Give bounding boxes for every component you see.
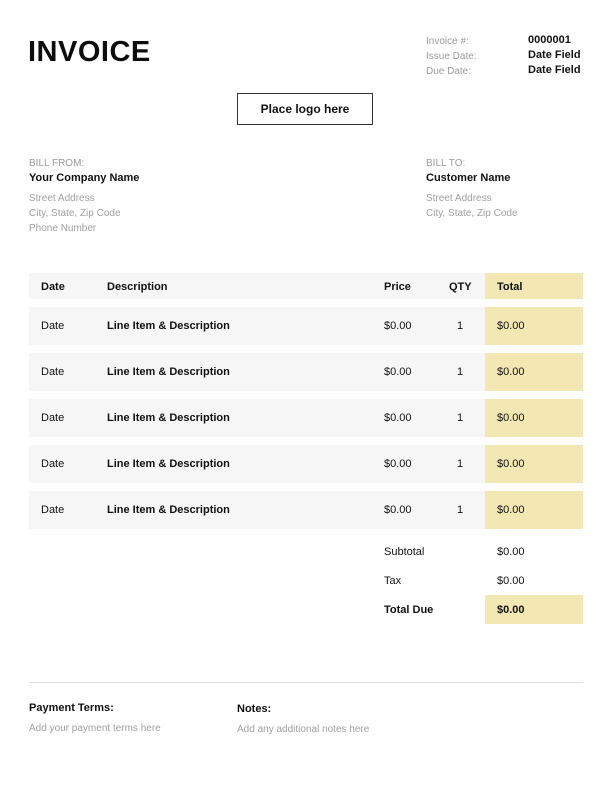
row-total: $0.00 [497,412,525,424]
invoice-number-label: Invoice #: [426,36,469,47]
row-date[interactable]: Date [41,458,65,470]
issue-date-value[interactable]: Date Field [528,49,581,61]
total-due-label: Total Due [384,604,434,616]
notes-title: Notes: [237,703,272,715]
row-price[interactable]: $0.00 [384,412,412,424]
row-date[interactable]: Date [41,366,65,378]
bill-from-street[interactable]: Street Address [29,193,95,204]
row-qty[interactable]: 1 [457,412,464,424]
row-total: $0.00 [497,320,525,332]
footer-divider [29,682,583,683]
total-due-value: $0.00 [497,604,525,616]
bill-to-city[interactable]: City, State, Zip Code [426,208,518,219]
row-date[interactable]: Date [41,504,65,516]
due-date-label: Due Date: [426,66,472,77]
invoice-title: INVOICE [28,36,151,68]
row-description[interactable]: Line Item & Description [107,412,230,424]
payment-terms-text[interactable]: Add your payment terms here [29,723,161,734]
row-price[interactable]: $0.00 [384,504,412,516]
invoice-number-value[interactable]: 0000001 [528,34,571,46]
column-header-date: Date [41,281,65,293]
row-description[interactable]: Line Item & Description [107,320,230,332]
logo-placeholder-label: Place logo here [260,102,350,116]
row-price[interactable]: $0.00 [384,320,412,332]
row-price[interactable]: $0.00 [384,458,412,470]
row-date[interactable]: Date [41,320,65,332]
row-description[interactable]: Line Item & Description [107,458,230,470]
row-description[interactable]: Line Item & Description [107,504,230,516]
notes-text[interactable]: Add any additional notes here [237,724,370,735]
bill-from-company-name[interactable]: Your Company Name [29,172,140,184]
bill-from-phone[interactable]: Phone Number [29,223,97,234]
payment-terms-title: Payment Terms: [29,702,114,714]
bill-to-label: BILL TO: [426,158,466,169]
column-header-total: Total [497,281,523,293]
subtotal-value: $0.00 [497,546,525,558]
row-total: $0.00 [497,458,525,470]
tax-value[interactable]: $0.00 [497,575,525,587]
bill-from-label: BILL FROM: [29,158,85,169]
row-qty[interactable]: 1 [457,366,464,378]
column-header-qty: QTY [449,281,472,293]
row-qty[interactable]: 1 [457,458,464,470]
row-qty[interactable]: 1 [457,320,464,332]
due-date-value[interactable]: Date Field [528,64,581,76]
row-total: $0.00 [497,366,525,378]
row-description[interactable]: Line Item & Description [107,366,230,378]
row-total: $0.00 [497,504,525,516]
column-header-description: Description [107,281,168,293]
column-header-price: Price [384,281,411,293]
row-price[interactable]: $0.00 [384,366,412,378]
bill-to-customer-name[interactable]: Customer Name [426,172,511,184]
bill-from-city[interactable]: City, State, Zip Code [29,208,121,219]
subtotal-label: Subtotal [384,546,425,558]
row-qty[interactable]: 1 [457,504,464,516]
tax-label: Tax [384,575,402,587]
row-date[interactable]: Date [41,412,65,424]
logo-placeholder[interactable] [237,93,373,125]
issue-date-label: Issue Date: [426,51,477,62]
bill-to-street[interactable]: Street Address [426,193,492,204]
